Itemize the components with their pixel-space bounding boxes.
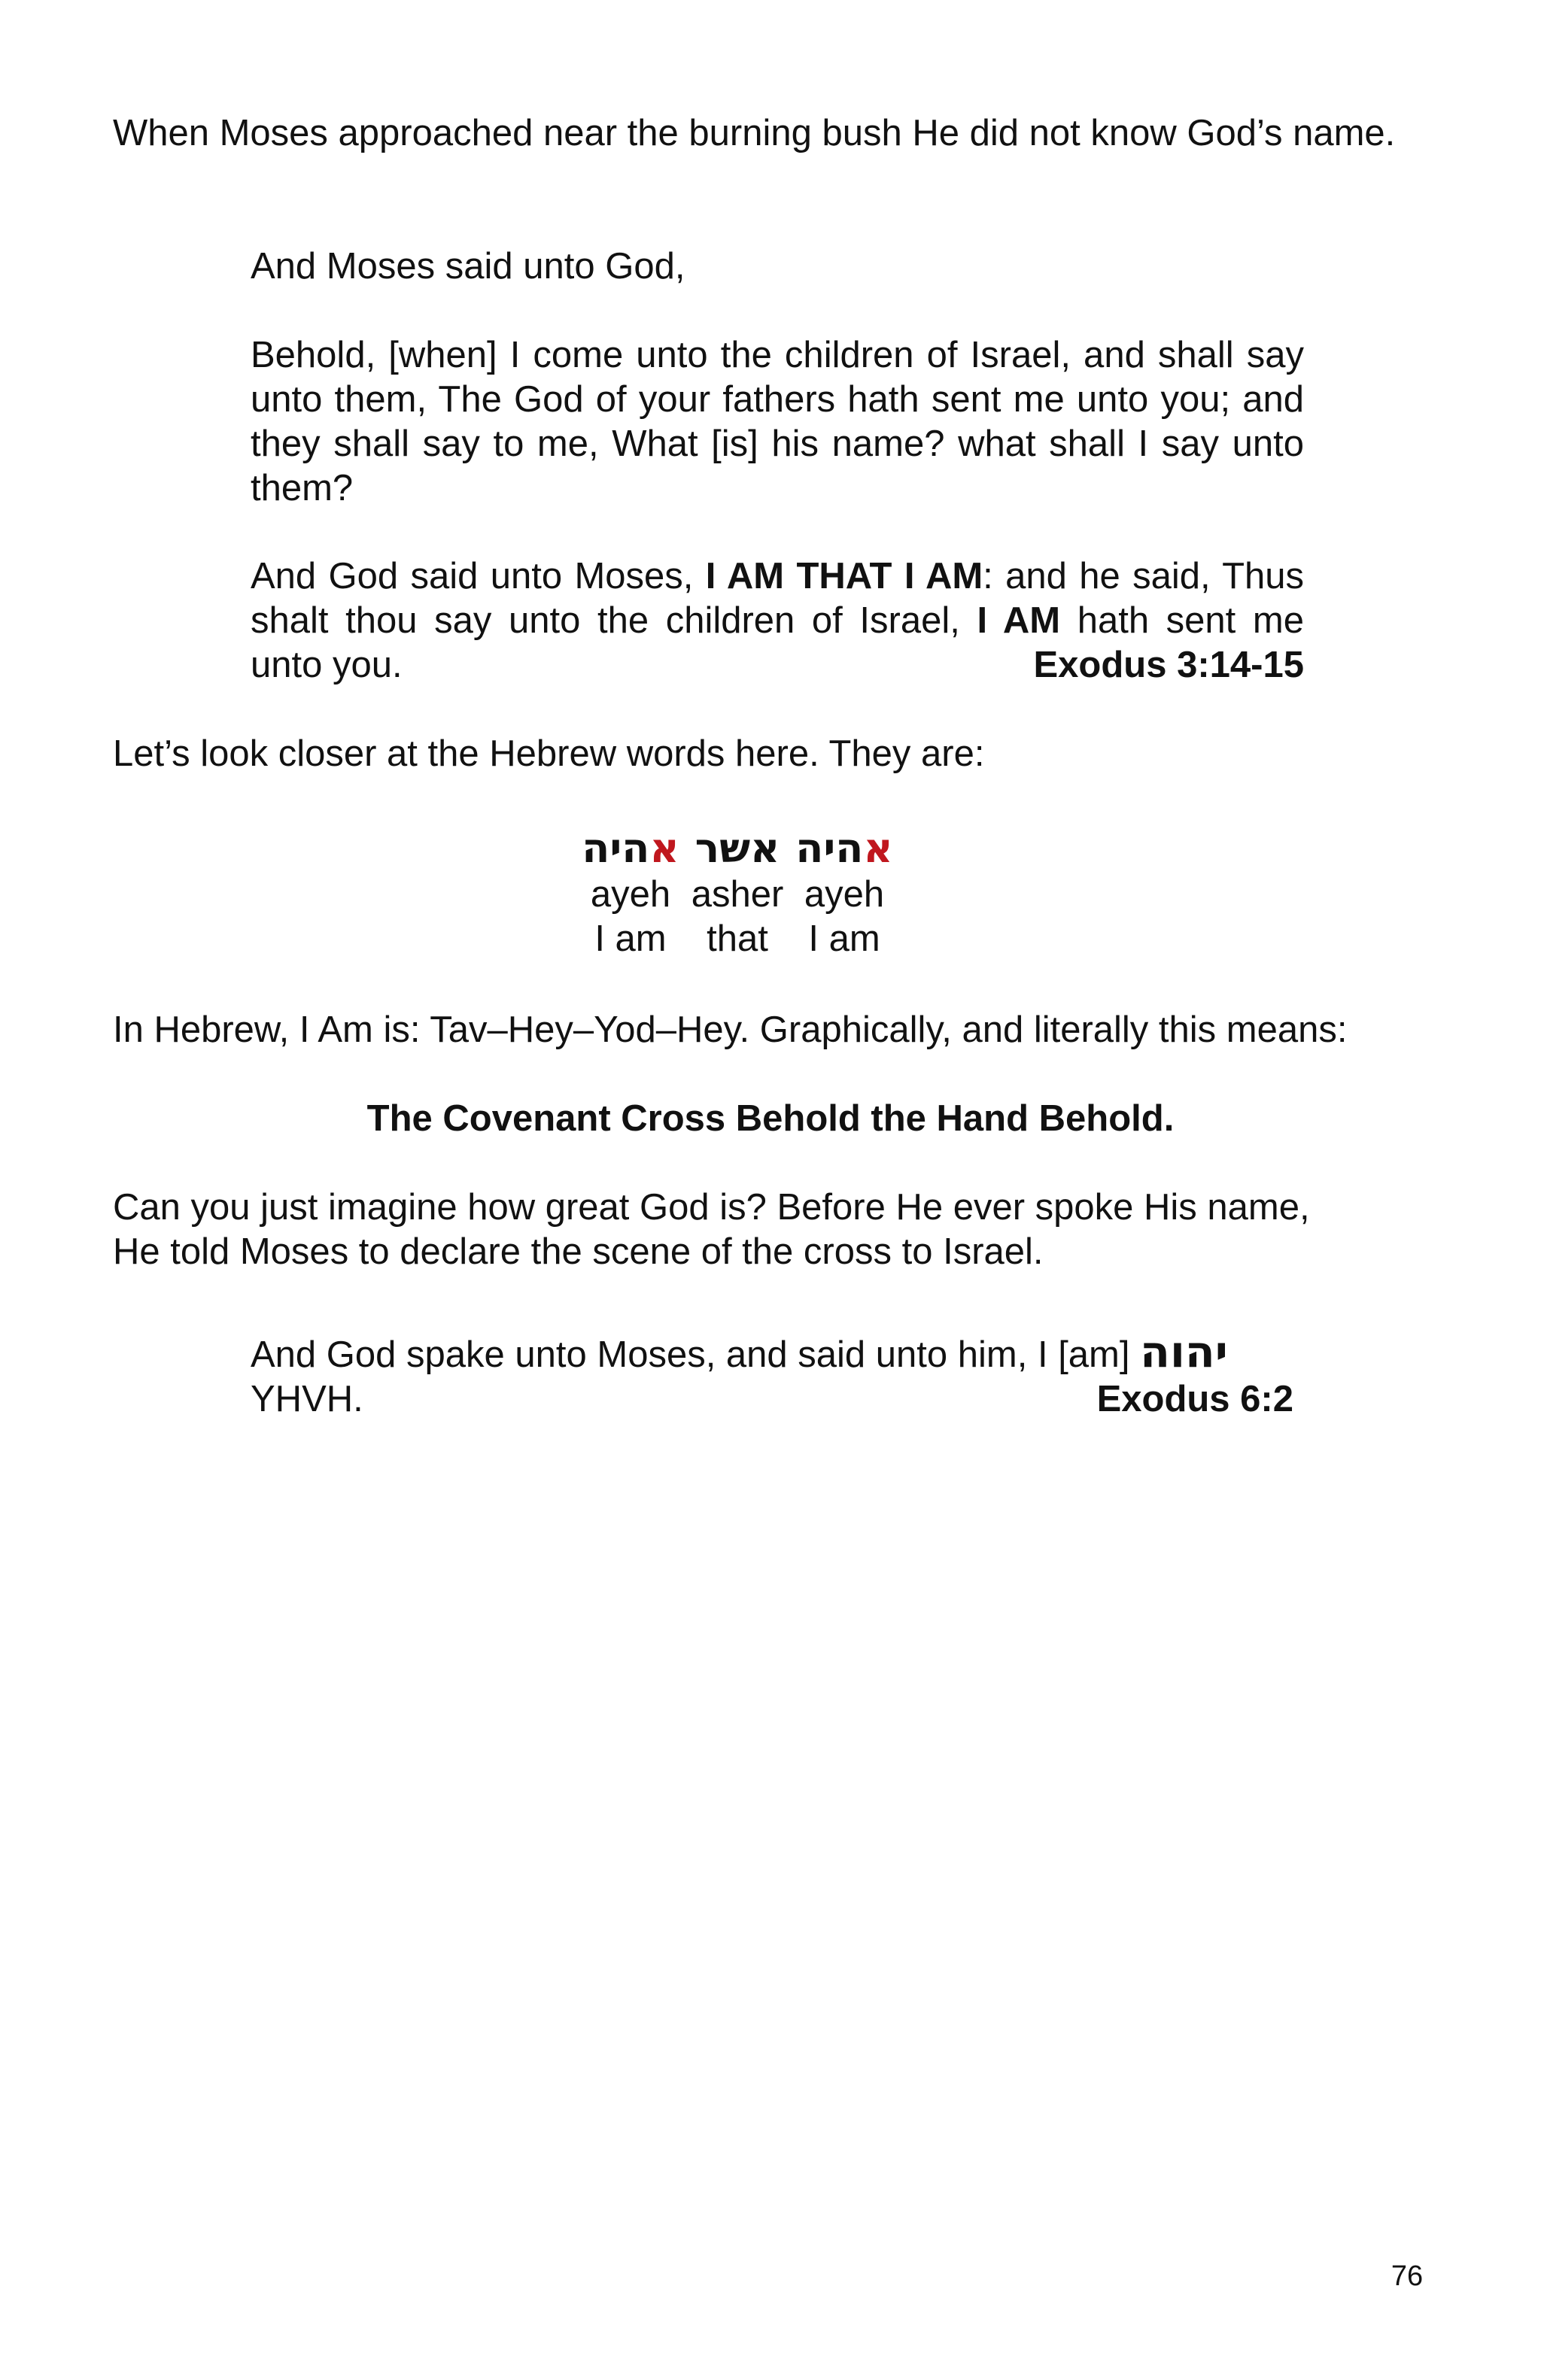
- quote-exodus-6: [251, 1326, 1293, 1422]
- quote2-text: And God spake unto Moses, and said unto him, I [am]: [251, 1334, 1141, 1375]
- quote2-line-1: [251, 1326, 1293, 1377]
- transliteration-1: ayeh: [590, 874, 671, 915]
- hebrew-word-1: [582, 824, 679, 872]
- hebrew-words-table: [0, 826, 1541, 961]
- transliteration-3: ayeh: [804, 874, 885, 915]
- covenant-meaning-line: The Covenant Cross Behold the Hand Behold.: [366, 1098, 1175, 1139]
- reflection-line-2: He told Moses to declare the scene of the cross to Israel.: [113, 1231, 1044, 1272]
- meaning-3: I am: [808, 918, 880, 959]
- quote-bold-i-am-that-i-am: I AM THAT I AM: [705, 556, 983, 597]
- quote-i-am-paragraph: [251, 554, 1304, 688]
- intro-paragraph: When Moses approached near the burning bush He did not know God’s name.: [113, 113, 1396, 153]
- transliteration-row: [576, 873, 898, 917]
- hebrew-word-3: [795, 824, 892, 872]
- hebrew-row: [576, 826, 898, 873]
- quote-line-moses-said: And Moses said unto God,: [251, 246, 685, 287]
- scripture-reference-exodus-6: Exodus 6:2: [1096, 1379, 1293, 1419]
- quote-text-end: hath sent me unto you.: [251, 600, 1304, 685]
- hebrew-word-2-rest: אשר: [695, 824, 780, 872]
- reflection-paragraph: [113, 1185, 1422, 1274]
- meaning-1: I am: [594, 918, 667, 959]
- hebrew-word-1-aleph: א: [649, 824, 679, 872]
- meaning-2: that: [707, 918, 768, 959]
- quote-behold-paragraph: Behold, [when] I come unto the children of Israel, and shall say unto them, The God of your fathers hath sent me unto you; and they shall say to me, What [is] his name? what shall I say unto them?: [251, 335, 1304, 508]
- hebrew-word-2: [695, 824, 780, 872]
- hebrew-note-sentence: In Hebrew, I Am is: Tav–Hey–Yod–Hey. Graphically, and literally this means:: [113, 1009, 1348, 1050]
- quote2-line-2: [251, 1377, 1293, 1422]
- quote-text-start: And God said unto Moses,: [251, 556, 706, 597]
- yhvh-hebrew: יהוה: [1140, 1326, 1228, 1377]
- meaning-row: [576, 917, 898, 961]
- page-number: 76: [1391, 2260, 1424, 2292]
- transliteration-2: asher: [691, 874, 784, 915]
- reflection-line-1: Can you just imagine how great God is? Before He ever spoke His name,: [113, 1187, 1310, 1228]
- lead-sentence: Let’s look closer at the Hebrew words here. They are:: [113, 733, 985, 774]
- quote-text-middle: : and he said, Thus shalt thou say unto the children of Israel,: [251, 556, 1305, 641]
- quote-bold-i-am: I AM: [977, 600, 1061, 641]
- hebrew-word-3-rest: היה: [795, 824, 864, 872]
- hebrew-word-1-rest: היה: [582, 824, 650, 872]
- scripture-reference-exodus-3: Exodus 3:14-15: [1033, 645, 1304, 685]
- yhvh-latin: YHVH.: [251, 1379, 363, 1419]
- hebrew-word-3-aleph: א: [863, 824, 893, 872]
